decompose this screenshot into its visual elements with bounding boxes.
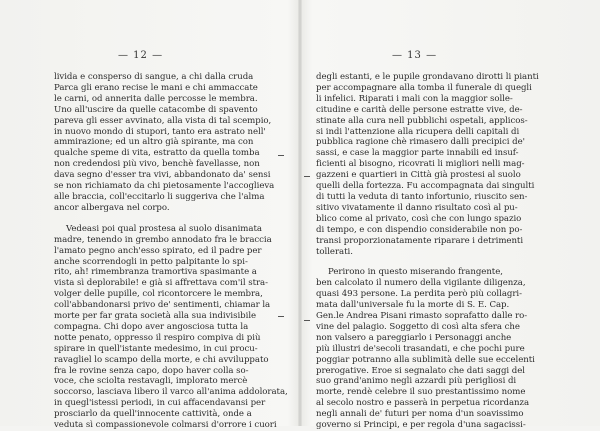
text-line: madre, tenendo in grembo annodato fra le braccia xyxy=(54,234,272,245)
text-line: notte penato, oppresso il respiro compiva di più xyxy=(54,332,261,343)
text-line: non credendosi più vivo, benchè favellasse, non xyxy=(54,159,260,170)
text-line: Uno all'uscire da quelle catacombe di spavento xyxy=(54,104,258,115)
text-line: pubblica ragione chè rimasero dalli precipici de' xyxy=(316,137,525,148)
text-line: fra le rovine senza capo, dopo haver colla so- xyxy=(54,365,249,376)
text-line: voce, che sciolta restavagli, implorato mercè xyxy=(54,376,248,387)
right-page-number: — 13 — xyxy=(392,50,438,61)
text-line: gazzeni e quartieri in Città già prostesi al suolo xyxy=(316,170,521,181)
text-line: se non richiamato da chi pietosamente l'accoglieva xyxy=(54,181,275,192)
margin-mark xyxy=(278,316,284,317)
text-line: in nuovo mondo di stupori, tanto era astrato nell' xyxy=(54,126,266,137)
left-page-text xyxy=(54,72,298,431)
text-line: transi proporzionatamente riparare i detrimenti xyxy=(316,235,524,246)
paragraph-gap xyxy=(54,214,298,224)
text-line: veduta sì compassionevole colmarsi d'orrore i cuori xyxy=(54,420,277,431)
text-line: di tutti la veduta di tanto infortunio, riuscito sen- xyxy=(316,191,528,202)
text-line: mata dall'universale fu la morte di S. E. Cap. xyxy=(316,300,510,311)
text-line: soccorso, lasciava libero il varco all'anima addolorata, xyxy=(54,387,288,398)
text-line: tollerati. xyxy=(316,246,353,257)
text-line: governo si Principi, e per regola d'una sagacissi- xyxy=(316,420,526,431)
text-line: coll'abbandonarsi privo de' sentimenti, chiamar la xyxy=(54,300,271,311)
text-line: li infelici. Riparati i mali con la maggior solle- xyxy=(316,93,513,104)
text-line: vine del palagio. Soggetto di così alta sfera che xyxy=(316,321,520,332)
margin-mark xyxy=(304,320,310,321)
text-line: in quegl'istessi periodi, in cui affacendavansi per xyxy=(54,398,266,409)
text-line: più illustri de'secoli trasandati, e che pochi pure xyxy=(316,343,525,354)
text-line: pareva gli esser avvinato, alla vista di tal scempio, xyxy=(54,115,272,126)
text-line: suo grand'animo negli azzardi più perigliosi di xyxy=(316,376,517,387)
text-line: morte, rendè celebre il suo prestantissimo nome xyxy=(316,387,526,398)
left-page-number: — 12 — xyxy=(118,50,164,61)
text-line: alle braccia, coll'eccitarlo li suggeriva che l'alma xyxy=(54,191,265,202)
text-line: quasi 493 persone. La perdita però più collagri- xyxy=(316,289,522,300)
text-line: si indi l'attenzione alla ricupera delli capitali di xyxy=(316,126,520,137)
text-line: sitivo vivatamente il danno risultato così al pu- xyxy=(316,202,518,213)
text-line: Perirono in questo miserando frangente, xyxy=(328,267,503,278)
text-line: negli annali de' futuri per noma d'un soavissimo xyxy=(316,409,524,420)
paragraph-gap xyxy=(316,257,578,267)
text-line: ancor albergava nel corpo. xyxy=(54,202,170,213)
text-line: al secolo nostro e passerà in perpetua ricordanza xyxy=(316,398,530,409)
text-line: stinate alla cura nell pubblichi ospetali, applicos- xyxy=(316,115,528,126)
text-line: qualche speme di vita, estratto da quella tomba xyxy=(54,148,260,159)
text-line: quelli della fortezza. Fu accompagnata dai singulti xyxy=(316,181,535,192)
text-line: blico come al privato, così che con lungo spazio xyxy=(316,213,522,224)
text-line: citudine e carità delle persone estratte vive, de- xyxy=(316,104,523,115)
text-line: ravagliel lo scampo della morte, e chi avviluppato xyxy=(54,354,269,365)
text-line: prosciarlo da quell'innocente cattività, onde a xyxy=(54,409,252,420)
text-line: dava segno d'esser tra vivi, abbandonato da' sensi xyxy=(54,170,271,181)
text-line: Vedeasi poi qual prostesa al suolo disanimata xyxy=(66,223,262,234)
text-line: vista sì deplorabile! e già si affrettava com'il stra- xyxy=(54,278,268,289)
text-line: le carni, od annerita dalle percosse le membra. xyxy=(54,93,258,104)
text-line: per accompagnare alla tomba il funerale di quegli xyxy=(316,82,532,93)
text-line: sassi, e case la maggior parte innabili ed insuf- xyxy=(316,148,519,159)
text-line: l'amato pegno anch'esso spirato, ed il padre per xyxy=(54,245,262,256)
text-line: morte per far grata società alla sua indivisibile xyxy=(54,311,257,322)
text-line: Parca gli erano recise le mani e chi ammaccate xyxy=(54,82,258,93)
text-line: ficienti al bisogno, ricovrati li migliori nelli mag- xyxy=(316,159,525,170)
text-line: compagna. Chi dopo aver angosciosa tutta la xyxy=(54,321,249,332)
text-line: Gen.le Andrea Pisani rimasto soprafatto dalle ro- xyxy=(316,311,528,322)
text-line: rito, ah! rimembranza tramortiva spasimante a xyxy=(54,267,257,278)
text-line: poggiar potranno alla sublimità delle sue eccelenti xyxy=(316,354,535,365)
text-line: ammirazione; ed un altro già spirante, ma con xyxy=(54,137,254,148)
right-page xyxy=(300,0,600,431)
text-line: anche scorrendogli in petto palpitante lo spi- xyxy=(54,256,248,267)
text-line: livida e consperso di sangue, a chi dalla cruda xyxy=(54,72,254,82)
text-line: di tempo, e con dispendio considerabile non po- xyxy=(316,224,523,235)
text-line: volger delle pupille, col ricontorcere le membra, xyxy=(54,289,263,300)
text-line: spirare in quell'istante medesimo, in cui procu- xyxy=(54,343,258,354)
right-page-text xyxy=(316,72,578,431)
text-line: ben calcolato il numero della vigilante diligenza, xyxy=(316,278,526,289)
text-line: degli estanti, e le pupile grondavano dirotti li pianti xyxy=(316,72,539,82)
text-line: prerogative. Eroe si segnalato che dati saggi del xyxy=(316,365,525,376)
text-line: non valsero a pareggiarlo i Personaggi anche xyxy=(316,332,512,343)
margin-mark xyxy=(304,176,310,177)
margin-mark xyxy=(278,155,284,156)
